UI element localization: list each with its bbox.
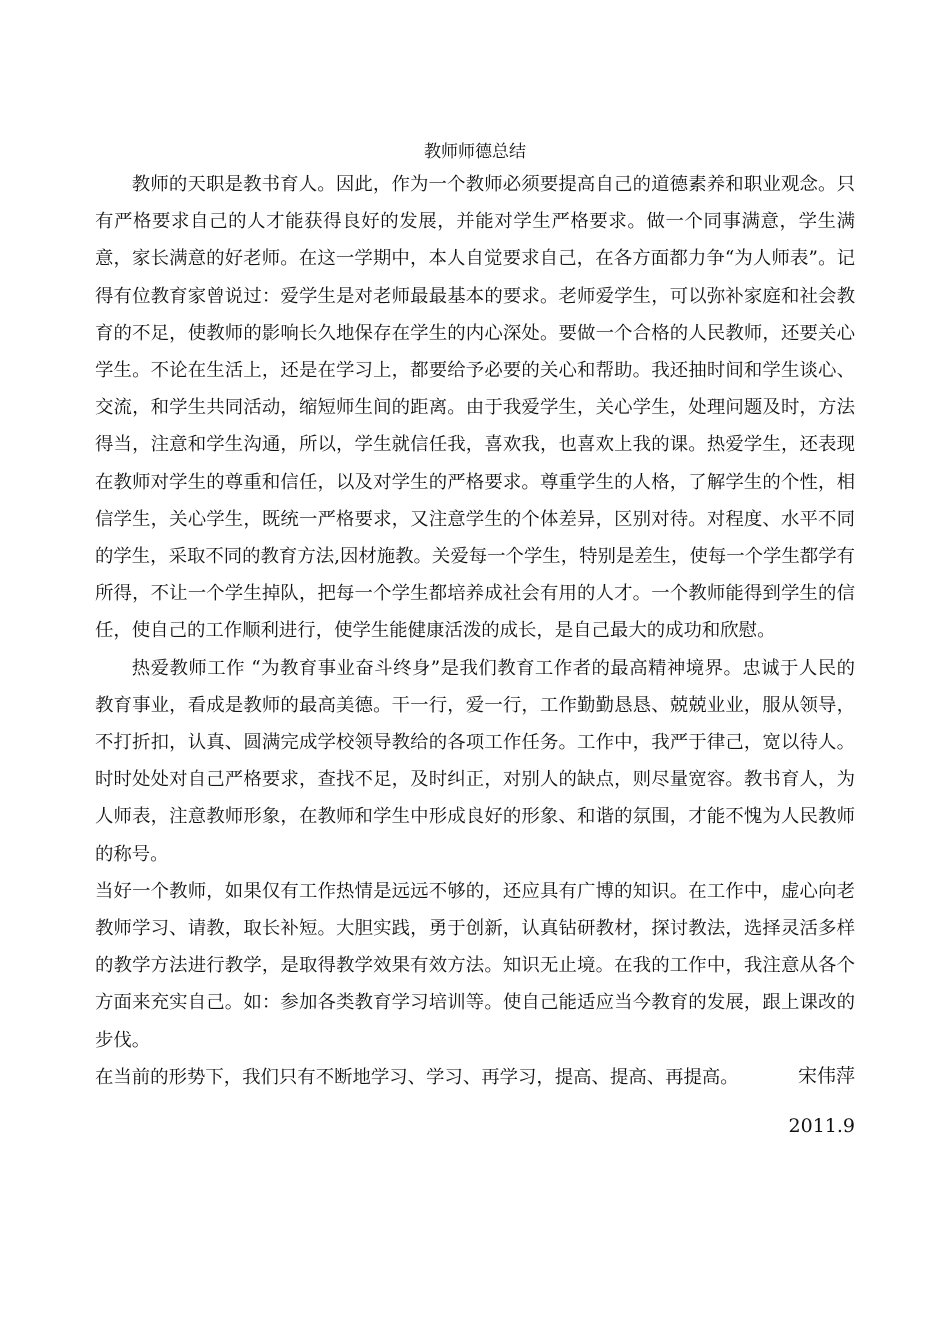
document-body xyxy=(95,166,855,1096)
paragraph-4: 在当前的形势下，我们只有不断地学习、学习、再学习，提高、提高、再提高。 xyxy=(95,1066,739,1088)
author-signature: 宋伟萍 xyxy=(797,1065,855,1087)
document-title: 教师师德总结 xyxy=(424,142,526,162)
document-date: 2011.9 xyxy=(788,1115,855,1137)
paragraph-1: 教师的天职是教书育人。因此，作为一个教师必须要提高自己的道德素养和职业观念。只有严格要求自己的人才能获得良好的发展，并能对学生严格要求。做一个同事满意，学生满意，家长满意的好老师。在这一学期中，本人自觉要求自己，在各方面都力争“为人师表”。记得有位教育家曾说过：爱学生是对老师最最基本的要求。老师爱学生，可以弥补家庭和社会教育的不足，使教师的影响长久地保存在学生的内心深处。要做一个合格的人民教师，还要关心学生。不论在生活上，还是在学习上，都要给予必要的关心和帮助。我还抽时间和学生谈心、交流，和学生共同活动，缩短师生间的距离。由于我爱学生，关心学生，处理问题及时，方法得当，注意和学生沟通，所以，学生就信任我，喜欢我，也喜欢上我的课。热爱学生，还表现在教师对学生的尊重和信任，以及对学生的严格要求。尊重学生的人格，了解学生的个性，相信学生，关心学生，既统一严格要求，又注意学生的个体差异，区别对待。对程度、水平不同的学生，采取不同的教育方法,因材施教。关爱每一个学生，特别是差生，使每一个学生都学有所得，不让一个学生掉队，把每一个学生都培养成社会有用的人才。一个教师能得到学生的信任，使自己的工作顺利进行，使学生能健康活泼的成长，是自己最大的成功和欣慰。 xyxy=(95,174,855,642)
paragraph-2: 热爱教师工作 “为教育事业奋斗终身”是我们教育工作者的最高精神境界。忠诚于人民的教育事业，看成是教师的最高美德。干一行，爱一行，工作勤勤恳恳、兢兢业业，服从领导，不打折扣，认真、圆满完成学校领导教给的各项工作任务。工作中，我严于律己，宽以待人。时时处处对自己严格要求，查找不足，及时纠正，对别人的缺点，则尽量宽容。教书育人，为人师表，注意教师形象，在教师和学生中形成良好的形象、和谐的氛围，才能不愧为人民教师的称号。 xyxy=(95,657,855,865)
paragraph-3: 当好一个教师，如果仅有工作热情是远远不够的，还应具有广博的知识。在工作中，虚心向老教师学习、请教，取长补短。大胆实践，勇于创新，认真钻研教材，探讨教法，选择灵活多样的教学方法进行教学，是取得教学效果有效方法。知识无止境。在我的工作中，我注意从各个方面来充实自己。如：参加各类教育学习培训等。使自己能适应当今教育的发展，跟上课改的步伐。 xyxy=(95,880,855,1051)
